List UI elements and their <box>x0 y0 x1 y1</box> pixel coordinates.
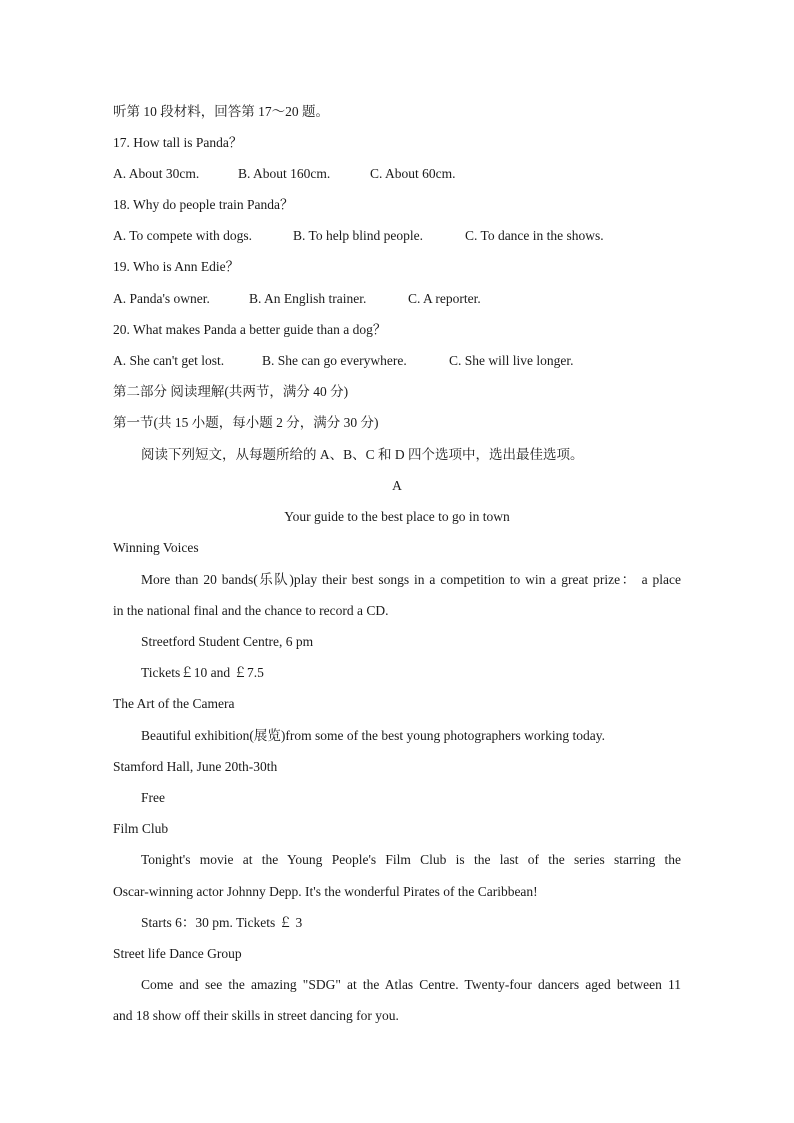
option-a: A. About 30cm. <box>113 166 200 181</box>
event-description-cont: Oscar-winning actor Johnny Depp. It's the wonderful Pirates of the Caribbean! <box>113 884 538 899</box>
question-17: 17. How tall is Panda？ <box>113 135 243 150</box>
option-c: C. A reporter. <box>408 291 481 306</box>
event-time: Starts 6：30 pm. Tickets ￡ 3 <box>141 915 303 930</box>
section-title: 第一节(共 15 小题，每小题 2 分，满分 30 分) <box>113 415 379 430</box>
event-name: The Art of the Camera <box>113 696 235 711</box>
event-name: Street life Dance Group <box>113 946 242 961</box>
option-c: C. About 60cm. <box>370 166 456 181</box>
option-c: C. To dance in the shows. <box>465 228 604 243</box>
question-19: 19. Who is Ann Edie？ <box>113 259 240 274</box>
event-description-cont: in the national final and the chance to record a CD. <box>113 603 389 618</box>
event-description: Come and see the amazing "SDG" at the Atlas Centre. Twenty-four dancers aged between 11 <box>141 977 681 992</box>
event-description-cont: and 18 show off their skills in street dancing for you. <box>113 1008 399 1023</box>
event-name: Film Club <box>113 821 169 836</box>
event-description: Tonight's movie at the Young People's Film Club is the last of the series starring the <box>141 852 681 867</box>
event-venue: Stamford Hall, June 20th-30th <box>113 759 278 774</box>
listening-instruction: 听第 10 段材料，回答第 17～20 题。 <box>113 104 329 119</box>
option-b: B. An English trainer. <box>249 291 367 306</box>
option-c: C. She will live longer. <box>449 353 574 368</box>
question-20: 20. What makes Panda a better guide than a dog？ <box>113 322 387 337</box>
event-tickets: Tickets￡10 and ￡7.5 <box>141 665 264 680</box>
event-description: Beautiful exhibition(展览)from some of the best young photographers working today. <box>141 728 606 743</box>
question-18: 18. Why do people train Panda？ <box>113 197 294 212</box>
event-description: More than 20 bands(乐队)play their best songs in a competition to win a great prize： a place <box>141 572 681 587</box>
event-venue: Streetford Student Centre, 6 pm <box>141 634 314 649</box>
reading-instruction: 阅读下列短文，从每题所给的 A、B、C 和 D 四个选项中，选出最佳选项。 <box>141 447 584 462</box>
event-price: Free <box>141 790 165 805</box>
part-title: 第二部分 阅读理解(共两节，满分 40 分) <box>113 384 349 399</box>
option-a: A. Panda's owner. <box>113 291 210 306</box>
option-a: A. To compete with dogs. <box>113 228 253 243</box>
passage-title: Your guide to the best place to go in town <box>284 509 510 524</box>
option-b: B. About 160cm. <box>238 166 331 181</box>
option-a: A. She can't get lost. <box>113 353 225 368</box>
passage-label: A <box>392 478 402 493</box>
option-b: B. To help blind people. <box>293 228 424 243</box>
option-b: B. She can go everywhere. <box>262 353 407 368</box>
event-name: Winning Voices <box>113 540 199 555</box>
